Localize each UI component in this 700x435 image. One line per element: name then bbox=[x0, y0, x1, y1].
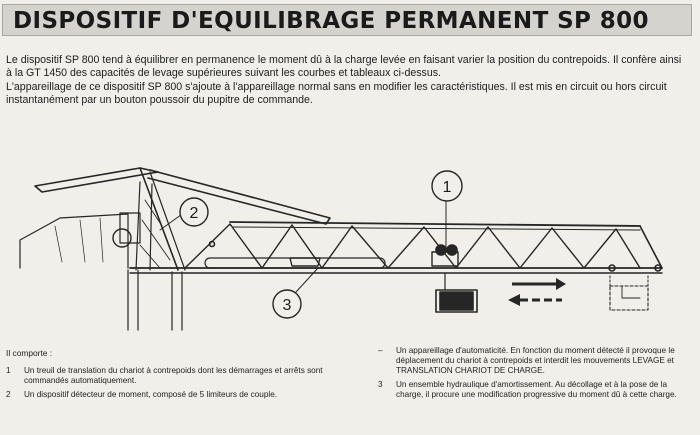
title-banner bbox=[2, 4, 692, 36]
counter-jib-machinery bbox=[20, 214, 128, 268]
jib-lattice bbox=[185, 224, 640, 268]
list-item bbox=[6, 366, 328, 386]
components-heading: Il comporte : bbox=[6, 348, 53, 358]
list-item-number: – bbox=[378, 346, 383, 355]
intro-paragraph-2: L'appareillage de ce dispositif SP 800 s'ajoute à l'appareillage normal sans en modifier les caractéristiques. Il est mis en circuit ou hors circuit instantanément par un bouton poussoir du pupitre de commande. bbox=[6, 81, 667, 106]
list-item-text: Un ensemble hydraulique d'amortissement. Au décollage et à la pose de la charge, il procure une modification progressive du moment dû à cette charge. bbox=[396, 380, 677, 399]
list-item bbox=[378, 380, 690, 400]
page-title: DISPOSITIF D'EQUILIBRAGE PERMANENT SP 800 bbox=[13, 8, 649, 34]
callout-3-label: 3 bbox=[282, 297, 292, 314]
components-list-right bbox=[378, 346, 690, 404]
list-item-number: 1 bbox=[6, 366, 11, 375]
crane-jib-diagram bbox=[0, 150, 700, 345]
list-item-text: Un dispositif détecteur de moment, composé de 5 limiteurs de couple. bbox=[24, 390, 278, 399]
list-item-text: Un treuil de translation du chariot à contrepoids dont les démarrages et arrêts sont commandés automatiquement. bbox=[24, 366, 323, 385]
trolley-direction-arrows bbox=[508, 278, 566, 306]
list-item-number: 3 bbox=[378, 380, 383, 389]
tower-head-strut bbox=[140, 168, 178, 270]
callout-2-label: 2 bbox=[189, 205, 199, 222]
list-item bbox=[378, 346, 690, 376]
components-list-left bbox=[6, 366, 328, 404]
list-item-text: Un appareillage d'automaticité. En fonction du moment détecté il provoque le déplacement du chariot à contrepoids et interdit les mouvements LEVAGE et TRANSLATION CHARIOT DE CHARGE. bbox=[396, 346, 675, 375]
intro-paragraph-1: Le dispositif SP 800 tend à équilibrer en permanence le moment dû à la charge levée en faisant varier la position du contrepoids. Il confère ainsi à la GT 1450 des capacités de levage supérieures suivant les courbes et tableaux ci-dessus. bbox=[6, 54, 682, 79]
callout-1-label: 1 bbox=[442, 179, 452, 196]
tower-column bbox=[128, 270, 138, 330]
list-item bbox=[6, 390, 328, 400]
intro-text bbox=[6, 54, 690, 108]
jib-tie bbox=[148, 170, 330, 224]
list-item-number: 2 bbox=[6, 390, 11, 399]
